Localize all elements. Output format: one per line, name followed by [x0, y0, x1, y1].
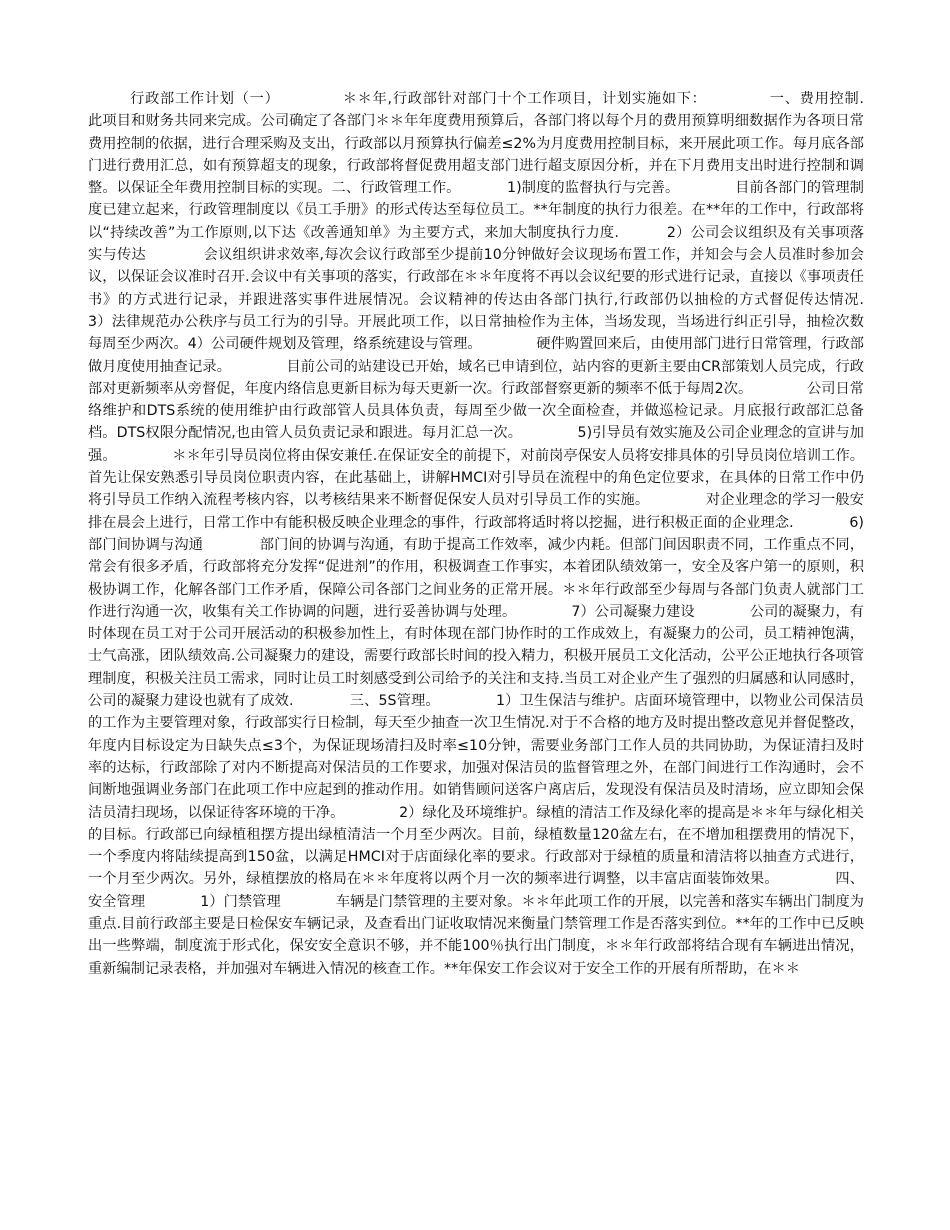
document-text: 行政部工作计划（一） ＊＊年,行政部针对部门十个工作项目，计划实施如下： 一、费用控制. 此项目和财务共同来完成。公司确定了各部门＊＊年年度费用预算后，各部门将以每个月的费用预算明细数据作为各项日常费用控制的依据，进行合理采购及支出，行政部以月预算执行偏差≤2%为月度费用控制目标，来开展此项工作。每月底各部门进行费用汇总，如有预算超支的现象，行政部将督促费用超支部门进行超支原因分析，并在下月费用支出时进行控制和调整。以保证全年费用控制目标的实现。二、行政管理工作。 1)制度的监督执行与完善。 目前各部门的管理制度已建立起来，行政管理制度以《员工手册》的形式传达至每位员工。**年制度的执行力很差。在**年的工作中，行政部将以“持续改善”为工作原则,以下达《改善通知单》为主要方式，来加大制度执行力度. 2）公司会议组织及有关事项落实与传达 会议组织讲求效率,每次会议行政部至少提前10分钟做好会议现场布置工作，并知会与会人员准时参加会议，以保证会议准时召开.会议中有关事项的落实，行政部在＊＊年度将不再以会议纪要的形式进行记录，直接以《事项责任书》的方式进行记录，并跟进落实事件进展情况。会议精神的传达由各部门执行,行政部仍以抽检的方式督促传达情况. 3）法律规范办公秩序与员工行为的引导。开展此项工作，以日常抽检作为主体，当场发现，当场进行纠正引导，抽检次数每周至少两次。4）公司硬件规划及管理，络系统建设与管理。 硬件购置回来后，由使用部门进行日常管理，行政部做月度使用抽查记录。 目前公司的站建设已开始，域名已申请到位，站内容的更新主要由CR部策划人员完成，行政部对更新频率从旁督促，年度内络信息更新目标为每天更新一次。行政部督察更新的频率不低于每周2次。 公司日常络维护和DTS系统的使用维护由行政部管人员具体负责，每周至少做一次全面检查，并做巡检记录。月底报行政部汇总备档。DTS权限分配情况,也由管人员负责记录和跟进。每月汇总一次。 5)引导员有效实施及公司企业理念的宣讲与加强。 ＊＊年引导员岗位将由保安兼任.在保证安全的前提下，对前岗亭保安人员将安排具体的引导员岗位培训工作。首先让保安熟悉引导员岗位职责内容，在此基础上，讲解HMCI对引导员在流程中的角色定位要求，在具体的日常工作中仍将引导员工作纳入流程考核内容，以考核结果来不断督促保安人员对引导员工作的实施。 对企业理念的学习一般安排在晨会上进行，日常工作中有能积极反映企业理念的事件，行政部将适时将以挖掘，进行积极正面的企业理念. 6)部门间协调与沟通 部门间的协调与沟通，有助于提高工作效率，减少内耗。但部门间因职责不同，工作重点不同，常会有很多矛盾，行政部将充分发挥“促进剂”的作用，积极调查工作事实，本着团队绩效第一，安全及客户第一的原则，积极协调工作，化解各部门工作矛盾，保障公司各部门之间业务的正常开展。＊＊年行政部至少每周与各部门负责人就部门工作进行沟通一次，收集有关工作协调的问题，进行妥善协调与处理。 7）公司凝聚力建设 公司的凝聚力，有时体现在员工对于公司开展活动的积极参加性上，有时体现在部门协作时的工作成效上，有凝聚力的公司，员工精神饱满，士气高涨，团队绩效高.公司凝聚力的建设，需要行政部长时间的投入精力，积极开展员工文化活动，公平公正地执行各项管理制度，积极关注员工需求，同时让员工时刻感受到公司给予的关注和支持.当员工对企业产生了强烈的归属感和认同感时，公司的凝聚力建设也就有了成效. 三、5S管理。 1）卫生保洁与维护。店面环境管理中，以物业公司保洁员的工作为主要管理对象，行政部实行日检制，每天至少抽查一次卫生情况.对于不合格的地方及时提出整改意见并督促整改，年度内目标设定为日缺失点≤3个，为保证现场清扫及时率≤10分钟，需要业务部门工作人员的共同协助，为保证清扫及时率的达标，行政部除了对内不断提高对保洁员的工作要求，加强对保洁员的监督管理之外，在部门间进行工作沟通时，会不间断地强调业务部门在此项工作中应起到的推动作用。如销售顾问送客户离店后，发现没有保洁员及时清场，应立即知会保洁员清扫现场，以保证待客环境的干净。 2）绿化及环境维护。绿植的清洁工作及绿化率的提高是＊＊年与绿化相关的目标。行政部已向绿植租摆方提出绿植清洁一个月至少两次。目前，绿植数量120盆左右，在不增加租摆费用的情况下，一个季度内将陆续提高到150盆，以满足HMCI对于店面绿化率的要求。行政部对于绿植的质量和清洁将以抽查方式进行，一个月至少两次。另外，绿植摆放的格局在＊＊年度将以两个月一次的频率进行调整，以丰富店面装饰效果。 四、安全管理 1）门禁管理 车辆是门禁管理的主要对象。＊＊年此项工作的开展，以完善和落实车辆出门制度为重点.目前行政部主要是日检保安车辆记录，及查看出门证收取情况来衡量门禁管理工作是否落实到位。**年的工作中已反映出一些弊端，制度流于形式化，保安安全意识不够，并不能100％执行出门制度，＊＊年行政部将结合现有车辆进出情况，重新编制记录表格，并加强对车辆进入情况的核查工作。**年保安工作会议对于安全工作的开展有所帮助，在＊＊ — [88, 91, 919, 977]
document-body — [88, 88, 919, 980]
